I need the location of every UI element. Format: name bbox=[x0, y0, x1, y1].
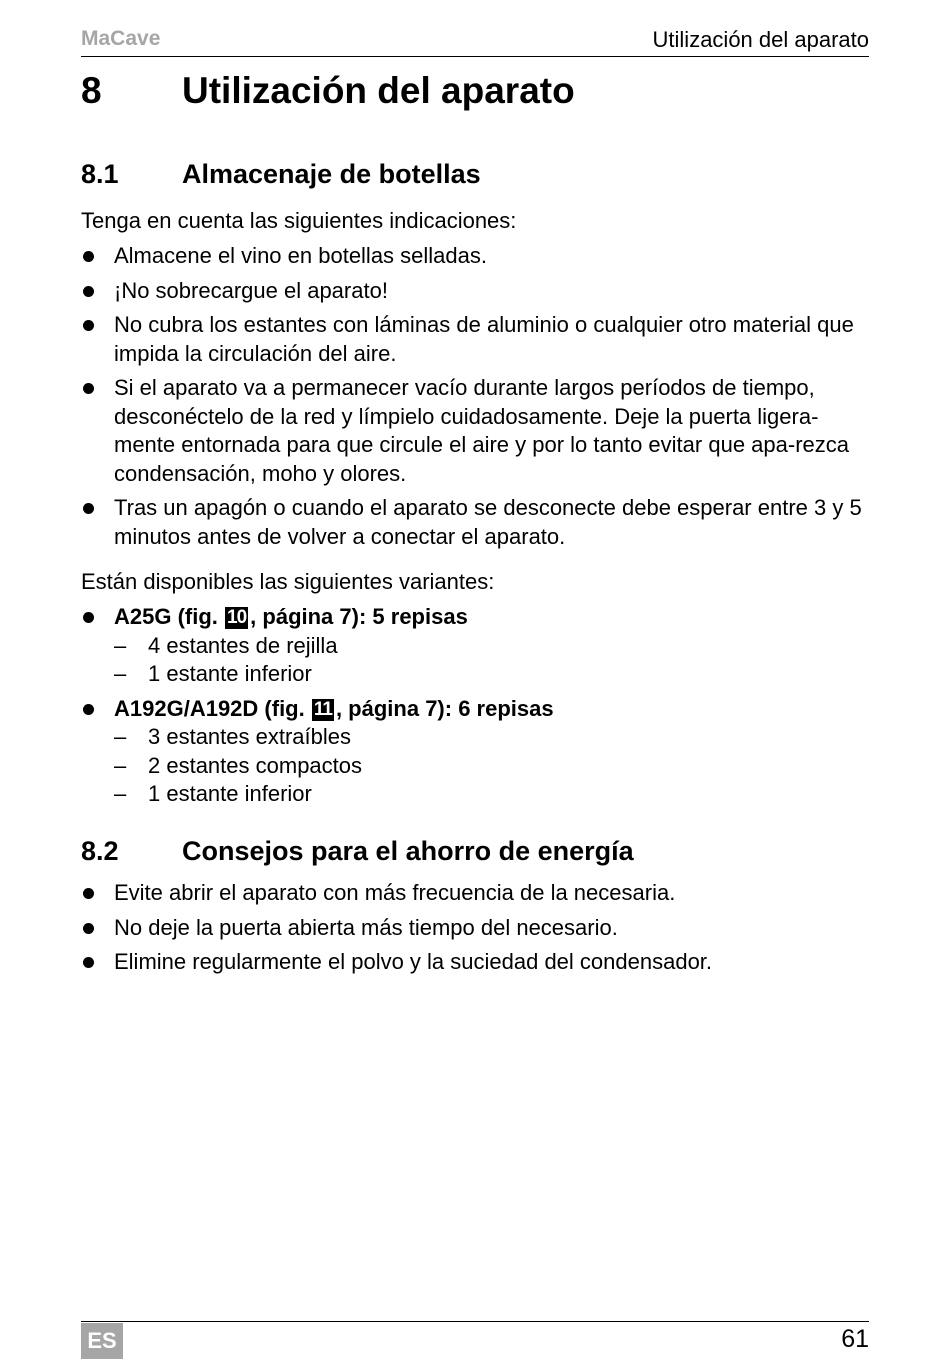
header-brand: MaCave bbox=[81, 27, 161, 50]
list-item: No deje la puerta abierta más tiempo del necesario. bbox=[81, 914, 871, 943]
chapter-number: 8 bbox=[81, 70, 102, 111]
storage-bullet-list bbox=[81, 242, 871, 557]
header-divider bbox=[81, 56, 869, 57]
variant-item bbox=[81, 695, 871, 809]
sub-list-item bbox=[114, 780, 871, 809]
sub-item-text: 2 estantes compactos bbox=[148, 752, 363, 778]
dash-marker: – bbox=[114, 724, 127, 749]
list-item: Almacene el vino en botellas selladas. bbox=[81, 242, 871, 271]
list-item: Tras un apagón o cuando el aparato se desconecte debe esperar entre 3 y 5 minutos antes de volver a conectar el aparato. bbox=[81, 494, 871, 551]
variant-model: A25G (fig. bbox=[114, 604, 218, 629]
figure-reference-badge: 11 bbox=[313, 698, 332, 720]
sub-list-item bbox=[114, 723, 871, 752]
list-item: No cubra los estantes con láminas de aluminio o cualquier otro material que impida la circulación del aire. bbox=[81, 311, 871, 368]
variants-intro-text: Están disponibles las siguientes variantes: bbox=[81, 569, 495, 594]
sub-item-text: 4 estantes de rejilla bbox=[148, 632, 338, 658]
dash-marker: – bbox=[114, 632, 127, 658]
energy-bullet-list bbox=[81, 879, 871, 983]
variants-list bbox=[81, 603, 871, 815]
intro-text: Tenga en cuenta las siguientes indicaciones: bbox=[81, 208, 517, 233]
footer-divider bbox=[81, 1321, 869, 1322]
figure-reference-badge: 10 bbox=[227, 607, 247, 628]
section-number: 8.2 bbox=[81, 836, 119, 866]
language-badge: ES bbox=[81, 1323, 123, 1359]
variant-model: A192G/A192D (fig. bbox=[114, 695, 305, 721]
section-number: 8.1 bbox=[81, 159, 119, 189]
list-item: Evite abrir el aparato con más frecuencia de la necesaria. bbox=[81, 879, 871, 908]
sub-list-item bbox=[114, 752, 871, 781]
list-item: Si el aparato va a permanecer vacío durante largos períodos de tiempo, desconéctelo de la red y límpielo cuidadosamente. Deje la puerta ligera-mente entornada para que circule el aire y por lo tanto evitar que apa-rezca condensación, moho y olores. bbox=[81, 374, 871, 488]
list-item: ¡No sobrecargue el aparato! bbox=[81, 277, 871, 306]
list-item: Elimine regularmente el polvo y la suciedad del condensador. bbox=[81, 948, 871, 977]
variant-suffix: , página 7): 6 repisas bbox=[335, 695, 554, 721]
section-title: Almacenaje de botellas bbox=[182, 159, 481, 189]
section-heading-8-2 bbox=[81, 836, 634, 867]
dash-marker: – bbox=[114, 781, 127, 806]
sub-list-item bbox=[114, 632, 871, 661]
variant-sublist bbox=[114, 723, 871, 809]
section-title: Consejos para el ahorro de energía bbox=[182, 836, 634, 866]
sub-list-item bbox=[114, 660, 871, 689]
variant-sublist bbox=[114, 632, 871, 689]
dash-marker: – bbox=[114, 661, 127, 686]
sub-item-text: 1 estante inferior bbox=[148, 781, 312, 806]
sub-item-text: 1 estante inferior bbox=[148, 661, 312, 686]
section-heading-8-1 bbox=[81, 159, 481, 190]
variant-item bbox=[81, 603, 871, 689]
sub-item-text: 3 estantes extraíbles bbox=[148, 724, 352, 749]
page-number: 61 bbox=[841, 1325, 869, 1353]
dash-marker: – bbox=[114, 752, 127, 778]
chapter-heading bbox=[81, 70, 575, 112]
chapter-title: Utilización del aparato bbox=[182, 70, 575, 111]
variant-suffix: , página 7): 5 repisas bbox=[250, 604, 468, 629]
header-section-title: Utilización del aparato bbox=[652, 27, 869, 52]
